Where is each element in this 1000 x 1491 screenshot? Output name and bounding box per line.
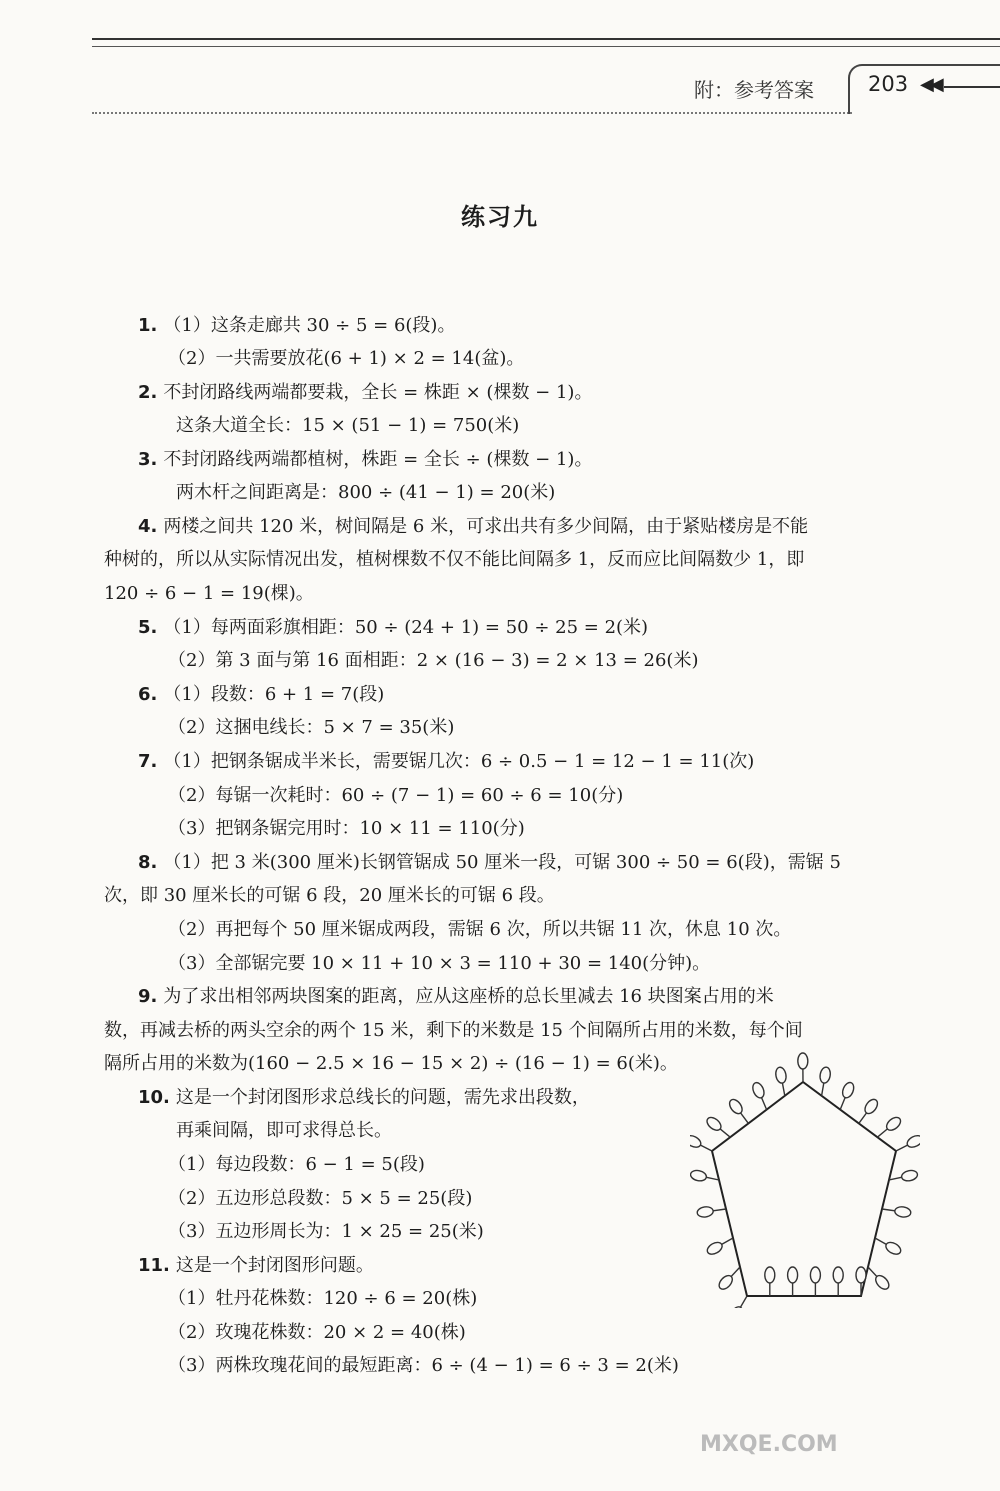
answer-line: 种树的，所以从实际情况出发，植树棵数不仅不能比间隔多 1，反而应比间隔数少 1，即 <box>104 549 805 570</box>
answer-line: 11. 这是一个封闭图形问题。 <box>138 1255 374 1276</box>
flower-head <box>810 1267 820 1283</box>
flower-stem <box>875 1238 887 1245</box>
page-title: 练习九 <box>461 203 539 231</box>
flower-head <box>901 1169 919 1182</box>
answer-line: 8. （1）把 3 米(300 厘米)长钢管锯成 50 厘米一段，可锯 300 ÷ 50 = 6(段)，需锯 5 <box>138 852 841 873</box>
flower-head <box>697 1206 714 1218</box>
answer-line: 6. （1）段数：6 + 1 = 7(段) <box>138 684 385 705</box>
answer-line: （2）五边形总段数：5 × 5 = 25(段) <box>168 1188 473 1209</box>
flower-stem <box>719 1128 730 1137</box>
flower-stem <box>700 1145 712 1151</box>
answer-line: 120 ÷ 6 − 1 = 19(棵)。 <box>104 583 314 604</box>
flower-stem <box>740 1296 747 1308</box>
flower-head <box>727 1097 745 1116</box>
flower-head <box>833 1267 843 1283</box>
answer-line: （2）每锯一次耗时：60 ÷ (7 − 1) = 60 ÷ 6 = 10(分) <box>168 785 624 806</box>
answer-line: 3. 不封闭路线两端都植树，株距 = 全长 ÷ (棵数 − 1)。 <box>138 449 593 470</box>
flower-stem <box>705 1177 719 1180</box>
flower-head <box>690 1169 707 1182</box>
header-second-rule <box>92 46 1000 47</box>
flower-head <box>798 1053 808 1069</box>
answer-line: （3）五边形周长为：1 × 25 = 25(米) <box>168 1221 484 1242</box>
answer-line: 这条大道全长：15 × (51 − 1) = 750(米) <box>176 415 520 436</box>
header-top-rule <box>92 38 1000 40</box>
answer-line: （2）一共需要放花(6 + 1) × 2 = 14(盆)。 <box>168 348 525 369</box>
flower-head <box>751 1081 766 1100</box>
answer-line: 4. 两楼之间共 120 米，树间隔是 6 米，可求出共有多少间隔，由于紧贴楼房是不能 <box>138 516 809 537</box>
flower-head <box>690 1133 703 1149</box>
header-dotted-rule <box>92 112 852 114</box>
flower-head <box>905 1133 920 1149</box>
flower-head <box>765 1267 775 1283</box>
answer-line: 7. （1）把钢条锯成半米长，需要锯几次：6 ÷ 0.5 − 1 = 12 − 1 = 11(次) <box>138 751 755 772</box>
answer-line: （3）全部锯完要 10 × 11 + 10 × 3 = 110 + 30 = 140(分钟)。 <box>168 953 711 974</box>
flower-stem <box>868 1267 878 1277</box>
section-label: 附：参考答案 <box>694 78 814 102</box>
flower-stem <box>761 1097 766 1110</box>
pentagon-flower-figure <box>690 1048 920 1308</box>
flower-stem <box>840 1097 845 1110</box>
flower-stem <box>740 1112 748 1123</box>
flower-stem <box>896 1145 908 1151</box>
answer-line: 1. （1）这条走廊共 30 ÷ 5 = 6(段)。 <box>138 315 456 336</box>
flower-head <box>788 1267 798 1283</box>
answer-line: 5. （1）每两面彩旗相距：50 ÷ (24 + 1) = 50 ÷ 25 = 2(米) <box>138 617 649 638</box>
flower-head <box>856 1267 866 1283</box>
flower-stem <box>889 1177 903 1180</box>
flower-head <box>884 1240 903 1257</box>
watermark: MXQE.COM <box>700 1432 838 1457</box>
page-number: 203 <box>868 72 909 96</box>
flower-stem <box>877 1128 888 1137</box>
answer-line: 10. 这是一个封闭图形求总线长的问题，需先求出段数， <box>138 1087 590 1108</box>
header-arrow-tail <box>944 86 1000 88</box>
flower-stem <box>721 1238 733 1245</box>
flower-head <box>775 1066 788 1084</box>
answer-line: （2）玫瑰花株数：20 × 2 = 40(株) <box>168 1322 466 1343</box>
flower-head <box>705 1240 724 1257</box>
answer-line: 9. 为了求出相邻两块图案的距离，应从这座桥的总长里减去 16 块图案占用的米 <box>138 986 774 1007</box>
answer-line: （2）再把每个 50 厘米锯成两段，需锯 6 次，所以共锯 11 次，休息 10 次。 <box>168 919 792 940</box>
flower-stem <box>782 1082 785 1096</box>
flower-head <box>894 1206 911 1218</box>
flower-stem <box>882 1209 896 1211</box>
answer-line: 数，再减去桥的两头空余的两个 15 米，剩下的米数是 15 个间隔所占用的米数，每个间 <box>104 1020 803 1041</box>
answer-line: （2）第 3 面与第 16 面相距：2 × (16 − 3) = 2 × 13 = 26(米) <box>168 650 699 671</box>
flower-stem <box>859 1112 867 1123</box>
flower-stem <box>712 1209 726 1211</box>
answer-line: 次，即 30 厘米长的可锯 6 段，20 厘米长的可锯 6 段。 <box>104 885 555 906</box>
answer-line: （3）两株玫瑰花间的最短距离：6 ÷ (4 − 1) = 6 ÷ 3 = 2(米) <box>168 1355 679 1376</box>
flower-head <box>862 1097 880 1116</box>
flower-marks <box>690 1053 920 1308</box>
answer-line: 2. 不封闭路线两端都要栽，全长 = 株距 × (棵数 − 1)。 <box>138 382 593 403</box>
answer-line: 两木杆之间距离是：800 ÷ (41 − 1) = 20(米) <box>176 482 556 503</box>
answer-line: 再乘间隔，即可求得总长。 <box>176 1120 392 1141</box>
double-arrow-left-icon: ◀◀ <box>920 74 940 95</box>
answer-line: （3）把钢条锯完用时：10 × 11 = 110(分) <box>168 818 525 839</box>
answer-line: 隔所占用的米数为(160 − 2.5 × 16 − 15 × 2) ÷ (16 − 1) = 6(米)。 <box>104 1053 678 1074</box>
flower-head <box>840 1081 855 1100</box>
flower-head <box>819 1066 832 1083</box>
answer-line: （1）牡丹花株数：120 ÷ 6 = 20(株) <box>168 1288 478 1309</box>
answer-line: （1）每边段数：6 − 1 = 5(段) <box>168 1154 425 1175</box>
flower-stem <box>730 1267 740 1277</box>
flower-stem <box>822 1082 824 1096</box>
answer-line: （2）这捆电线长：5 × 7 = 35(米) <box>168 717 455 738</box>
